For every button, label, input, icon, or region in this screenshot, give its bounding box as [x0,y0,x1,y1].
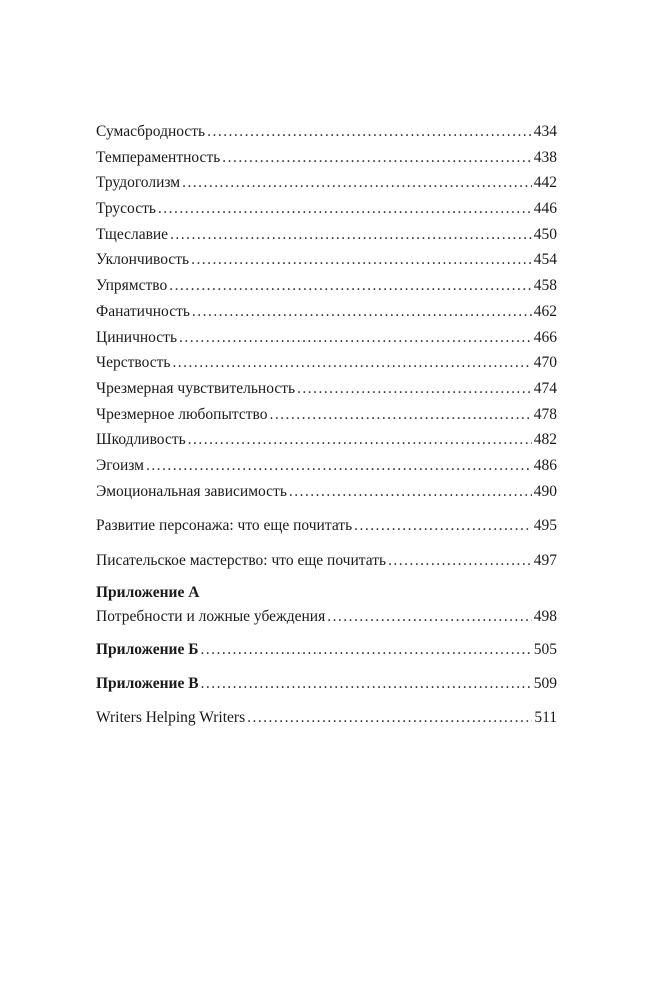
toc-entry-reading-craft [96,548,557,574]
toc-entry-title: Трусость [96,200,156,218]
toc-entry-title: Writers Helping Writers [96,708,246,726]
dot-leader [269,402,531,428]
toc-entry-page: 446 [533,200,557,218]
toc-entry [96,427,557,453]
toc-entry-title: Фанатичность [96,302,190,320]
toc-entry [96,145,557,171]
toc-entry-title: Тщеславие [96,225,169,243]
dot-leader [182,170,532,196]
dot-leader [247,705,532,731]
toc-entry-page: 434 [533,123,557,140]
dot-leader [169,273,532,299]
section-gap [96,629,557,637]
toc-entry [96,453,557,479]
dot-leader [327,604,532,630]
dot-leader [179,325,532,351]
toc-entry-appendix-b [96,637,557,663]
toc-entry [96,376,557,402]
dot-leader [200,637,531,663]
toc-entry-title: Сумасбродность [96,123,206,140]
toc-entry-title: Писательское мастерство: что еще почитать [96,552,387,569]
section-gap [96,697,557,705]
toc-entry-title: Темпераментность [96,148,221,166]
dot-leader [188,427,532,453]
appendix-a-heading: Приложение А [96,583,200,601]
toc-entry-page: 474 [533,379,557,397]
dot-leader [146,453,532,479]
toc-entry-page: 505 [533,641,557,659]
dot-leader [354,513,532,539]
toc-entry [96,247,557,273]
toc-entry [96,222,557,248]
toc-entry-title: Циничность [96,328,178,346]
dot-leader [170,222,532,248]
toc-entry-page: 454 [533,251,557,269]
toc-entry-page: 462 [533,302,557,320]
toc-entry [96,196,557,222]
table-of-contents [96,119,557,730]
toc-entry-page: 495 [533,517,557,535]
toc-entry-page: 438 [533,148,557,166]
toc-entry-reading-character [96,513,557,539]
dot-leader [192,299,532,325]
toc-entry-title: Трудоголизм [96,174,181,192]
toc-entry-page: 458 [533,277,557,295]
dot-leader [222,145,531,171]
toc-entry-page: 482 [533,431,557,449]
toc-entry-title: Упрямство [96,277,168,295]
dot-leader [191,247,532,273]
toc-group-traits [96,119,557,504]
toc-entry-page: 497 [533,552,557,569]
toc-entry [96,170,557,196]
toc-entry-title: Шкодливость [96,431,186,449]
toc-entry [96,350,557,376]
toc-entry-page: 498 [533,607,557,625]
section-gap [96,539,557,548]
toc-entry-page: 442 [533,174,557,192]
dot-leader [201,671,532,697]
toc-entry-page: 466 [533,328,557,346]
toc-entry-whw [96,705,557,731]
toc-entry-title: Уклончивость [96,251,190,269]
toc-entry-page: 490 [533,482,557,500]
dot-leader [172,350,531,376]
toc-entry-page: 511 [534,708,557,726]
toc-entry-appendix-v [96,671,557,697]
dot-leader [158,196,532,222]
section-gap [96,504,557,513]
toc-entry-title: Потребности и ложные убеждения [96,607,326,625]
dot-leader [289,479,532,505]
toc-entry-title: Чрезмерное любопытство [96,405,268,423]
toc-entry-appendix-a [96,604,557,630]
toc-entry-page: 509 [533,675,557,693]
toc-entry-page: 450 [533,225,557,243]
toc-entry-title: Приложение Б [96,641,199,659]
toc-entry-title: Эмоциональная зависимость [96,482,287,500]
toc-entry-page: 470 [533,354,557,372]
toc-entry-title: Черствость [96,354,171,372]
toc-entry [96,273,557,299]
toc-entry [96,479,557,505]
section-gap [96,663,557,671]
toc-entry [96,119,557,145]
toc-entry-title: Приложение В [96,675,199,693]
section-gap [96,574,557,582]
toc-entry [96,299,557,325]
dot-leader [297,376,532,402]
toc-entry-title: Эгоизм [96,456,144,474]
toc-entry [96,325,557,351]
toc-entry-title: Чрезмерная чувствительность [96,379,296,397]
toc-entry [96,402,557,428]
toc-entry-page: 486 [533,456,557,474]
dot-leader [388,548,532,574]
toc-entry-page: 478 [533,405,557,423]
dot-leader [207,119,532,145]
toc-entry-title: Развитие персонажа: что еще почитать [96,517,353,535]
